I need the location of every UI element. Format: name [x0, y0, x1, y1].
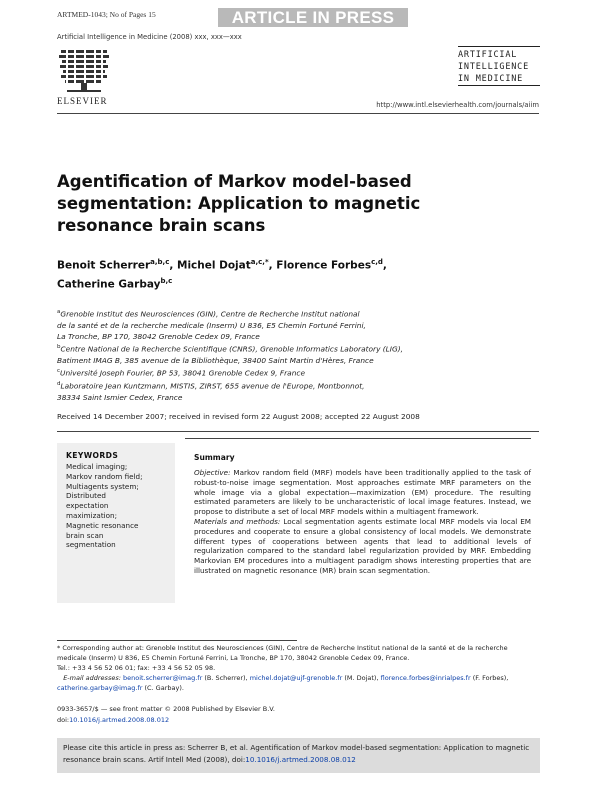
- keyword-line: Distributed: [66, 491, 106, 501]
- summary-body: [194, 468, 531, 576]
- keyword-line: Magnetic resonance: [66, 520, 139, 530]
- front-matter-line: 0933-3657/$ — see front matter © 2008 Published by Elsevier B.V.: [57, 705, 275, 713]
- author-name: Benoit Scherrer: [57, 259, 151, 272]
- journal-logo-line: INTELLIGENCE: [458, 62, 530, 72]
- email-link[interactable]: florence.forbes@inrialpes.fr: [380, 674, 471, 682]
- issn-block: [57, 704, 275, 725]
- citation-box: [57, 738, 540, 773]
- journal-logo: [458, 46, 540, 94]
- elsevier-tree-logo: [57, 46, 111, 94]
- author-affiliation-marker: a,c,*: [250, 258, 269, 266]
- section-divider: [57, 431, 539, 432]
- keywords-title: KEYWORDS: [66, 451, 119, 460]
- header-divider: [57, 113, 539, 114]
- keyword-line: Medical imaging;: [66, 462, 128, 471]
- paper-title: Agentification of Markov model-based segmentation: Application to magnetic resonance brain scans: [57, 172, 421, 235]
- email-owner: (M. Dojat),: [342, 674, 381, 682]
- author-affiliation-marker: b,c: [160, 276, 173, 285]
- author-name: Florence Forbes: [276, 259, 372, 272]
- footnote-divider: [57, 640, 297, 641]
- email-link[interactable]: michel.dojat@ujf-grenoble.fr: [249, 674, 343, 682]
- author-affiliation-marker: a,b,c: [150, 258, 170, 266]
- author-separator: ,: [169, 259, 177, 272]
- author-name: Catherine Garbay: [57, 278, 161, 290]
- objective-text: Markov random field (MRF) models have been traditionally applied to the task of robust-to-noise image segmentation. Most approaches estimate MRF parameters on the whole image via a global expectation—maximization (EM) procedure. The resulting estimated parameters are likely to be uncharacteristic of local image features. Instead, we propose to distribute a set of local MRF models within a multiagent framework.: [194, 468, 531, 517]
- email-link[interactable]: catherine.garbay@imag.fr: [57, 684, 143, 692]
- keyword-line: segmentation: [66, 540, 116, 550]
- summary-objective: [194, 468, 531, 517]
- author-separator: ,: [382, 259, 387, 272]
- tel-fax: Tel.: +33 4 56 52 06 01; fax: +33 4 56 52 05 98.: [57, 664, 216, 672]
- email-label: E-mail addresses:: [63, 674, 121, 682]
- email-link[interactable]: benoit.scherrer@imag.fr: [122, 674, 203, 682]
- affiliation-label: d: [57, 381, 61, 388]
- affiliation-line: 38334 Saint Ismier Cedex, France: [57, 392, 183, 402]
- affiliation-line: de la santé et de la recherche medicale (Inserm) U 836, E5 Chemin Fortuné Ferrini,: [57, 320, 366, 330]
- keyword-line: brain scan: [66, 530, 104, 540]
- affiliation-line: Laboratoire Jean Kuntzmann, MISTIS, ZIRST, 655 avenue de l'Europe, Montbonnot,: [60, 381, 365, 391]
- journal-url[interactable]: http://www.intl.elsevierhealth.com/journals/aiim: [376, 101, 539, 109]
- affiliation-line: Batiment IMAG B, 385 avenue de la Bibliothèque, 38400 Saint Martin d'Hères, France: [57, 356, 374, 366]
- journal-logo-line: ARTIFICIAL: [458, 46, 540, 61]
- email-owner: (C. Garbay).: [142, 684, 184, 692]
- author-name: Michel Dojat: [177, 259, 251, 272]
- affiliation-b: [57, 342, 527, 366]
- keyword-line: expectation: [66, 501, 109, 511]
- summary-methods: [194, 517, 531, 576]
- summary-divider: [185, 438, 531, 439]
- affiliation-line: Université Joseph Fourier, BP 53, 38041 Grenoble Cedex 9, France: [60, 368, 305, 378]
- methods-text: Local segmentation agents estimate local MRF models via local EM procedures and cooperate to ensure a global consistency of local models. We demonstrate different types of cooperations between agents that lead to additional levels of regularization compared to the standard label regularization provided by MRF. Embedding Markovian EM procedures into a multiagent paradigm shows interesting properties that are illustrated on magnetic resonance (MR) brain scan segmentation.: [194, 516, 531, 575]
- received-dates: Received 14 December 2007; received in revised form 22 August 2008; accepted 22 August 2008: [57, 412, 420, 421]
- objective-label: Objective:: [194, 468, 231, 477]
- affiliation-label: a: [57, 309, 61, 315]
- methods-label: Materials and methods:: [194, 516, 281, 526]
- affiliation-line: Grenoble Institut des Neurosciences (GIN), Centre de Recherche Institut national: [60, 309, 360, 319]
- citation-text: Please cite this article in press as: Scherrer B, et al. Agentification of Markov model-based segmentation: Application to magnetic resonance brain scans. Artif Intell Med (2008), doi:: [63, 743, 530, 764]
- email-addresses: [57, 673, 532, 693]
- affiliations: [57, 307, 527, 403]
- keyword-line: Multiagents system;: [66, 481, 139, 491]
- doi-prefix: doi:: [57, 715, 70, 724]
- author-list: [57, 255, 517, 292]
- email-owner: (F. Forbes),: [470, 674, 509, 682]
- article-in-press-banner: ARTICLE IN PRESS: [218, 8, 408, 27]
- footnote: [57, 643, 532, 693]
- affiliation-line: La Tronche, BP 170, 38042 Grenoble Cedex 09, France: [57, 332, 260, 342]
- summary-title: Summary: [194, 453, 235, 462]
- article-id: ARTMED-1043; No of Pages 15: [57, 10, 156, 19]
- keywords-box: [57, 443, 175, 603]
- affiliation-line: Centre National de la Recherche Scientifique (CNRS), Grenoble Informatics Laboratory (LIG),: [60, 344, 403, 354]
- affiliation-label: c: [57, 368, 61, 375]
- affiliation-c: [57, 366, 527, 379]
- journal-logo-line: IN MEDICINE: [458, 73, 540, 86]
- affiliation-a: [57, 307, 527, 342]
- publisher-name: ELSEVIER: [57, 96, 108, 106]
- corresponding-author-note: * Corresponding author at: Grenoble Institut des Neurosciences (GIN), Centre de Recherche Institut national de la santé et de la recherche medicale (Inserm) U 836, E5 Chemin Fortuné Ferrini, La Tronche, BP 170, 38042 Grenoble Cedex 09, France.: [57, 644, 508, 662]
- doi-link[interactable]: 10.1016/j.artmed.2008.08.012: [69, 715, 170, 724]
- affiliation-label: b: [57, 344, 61, 351]
- keyword-line: Markov random field;: [66, 471, 143, 481]
- affiliation-d: [57, 379, 527, 403]
- citation-doi-link[interactable]: 10.1016/j.artmed.2008.08.012: [245, 754, 356, 764]
- keywords-list: [66, 462, 175, 550]
- journal-citation: Artificial Intelligence in Medicine (2008) xxx, xxx—xxx: [57, 33, 242, 41]
- email-owner: (B. Scherrer),: [202, 674, 250, 682]
- doi-line: [57, 715, 275, 726]
- keyword-line: maximization;: [66, 510, 118, 520]
- author-separator: ,: [268, 259, 277, 272]
- author-affiliation-marker: c,d: [371, 258, 383, 266]
